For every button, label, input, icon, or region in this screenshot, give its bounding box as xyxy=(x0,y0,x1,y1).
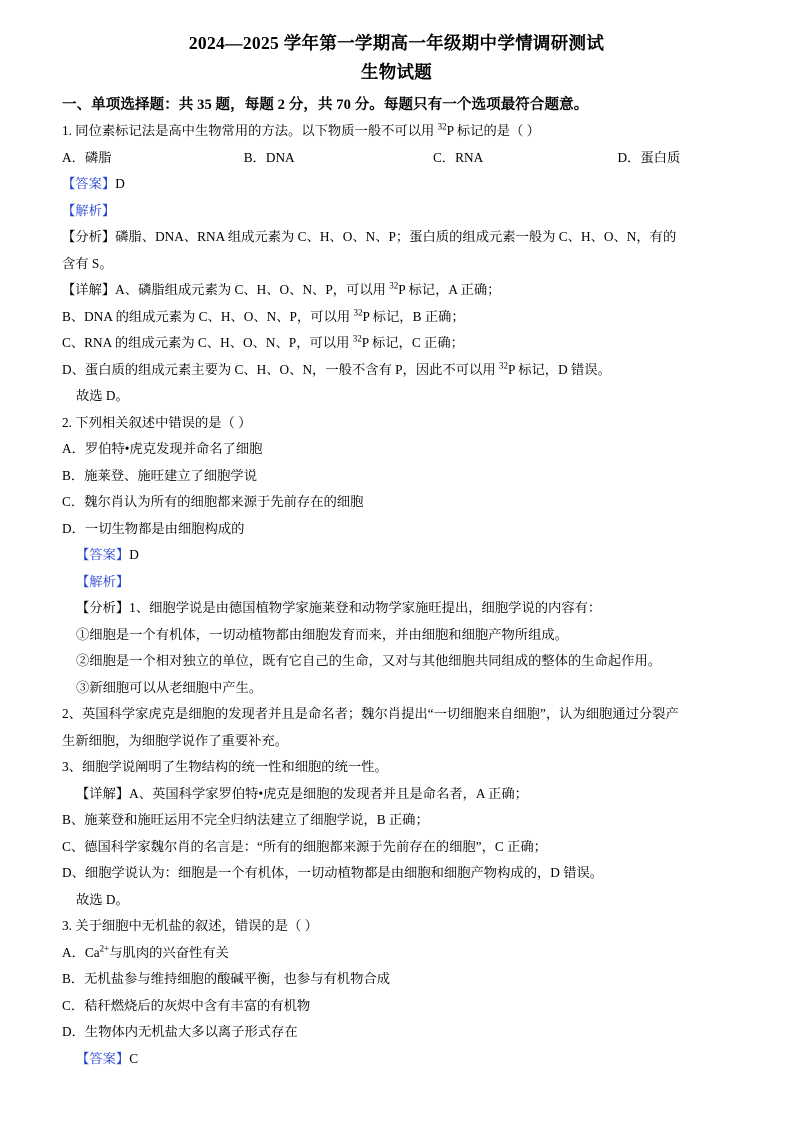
question-1-stem xyxy=(62,118,731,145)
question-2-analysis-4: ③新细胞可以从老细胞中产生。 xyxy=(76,679,263,695)
question-2-analysis-3: ②细胞是一个相对独立的单位，既有它自己的生命，又对与其他细胞共同组成的整体的生命起作用。 xyxy=(76,653,662,668)
question-1-stem-pre: 1. 同位素标记法是高中生物常用的方法。以下物质一般不可以用 xyxy=(62,123,438,138)
question-2-answer-row xyxy=(62,542,731,569)
question-2-analysis-5: 2、英国科学家虎克是细胞的发现者并且是命名者；魏尔肖提出“一切细胞来自细胞”，认为细胞通过分裂产 xyxy=(62,706,679,721)
question-3-option-a[interactable] xyxy=(62,940,731,967)
question-1-detail-2 xyxy=(62,304,731,331)
question-1-detail-2-post: P 标记，B 正确； xyxy=(362,308,465,324)
question-2-option-c[interactable]: C．魏尔肖认为所有的细胞都来源于先前存在的细胞 xyxy=(62,494,364,509)
question-2-option-b[interactable]: B．施莱登、施旺建立了细胞学说 xyxy=(62,467,258,483)
question-2-analysis-7: 3、细胞学说阐明了生物结构的统一性和细胞的统一性。 xyxy=(62,759,388,774)
question-1-option-a[interactable]: A．磷脂 xyxy=(62,149,112,165)
question-3-option-d[interactable]: D．生物体内无机盐大多以离子形式存在 xyxy=(62,1024,298,1039)
question-1-detail-4-sup: 32 xyxy=(498,360,508,371)
question-1-detail-4 xyxy=(62,357,731,384)
question-2-detail-3: C、德国科学家魏尔肖的名言是：“所有的细胞都来源于先前存在的细胞”，C 正确； xyxy=(62,838,547,854)
question-3-stem: 3. 关于细胞中无机盐的叙述，错误的是（ ） xyxy=(62,918,318,933)
question-1-stem-sup: 32 xyxy=(437,121,447,132)
question-2-option-a[interactable]: A．罗伯特•虎克发现并命名了细胞 xyxy=(62,441,263,456)
question-3-option-a-pre: A．Ca xyxy=(62,944,100,960)
question-1-detail-1 xyxy=(62,277,731,304)
answer-label: 【答案】 xyxy=(62,176,116,191)
question-2-detail-2: B、施莱登和施旺运用不完全归纳法建立了细胞学说，B 正确； xyxy=(62,812,429,827)
question-1-stem-post: P 标记的是（ ） xyxy=(446,123,540,138)
question-1-answer-value: D xyxy=(115,176,125,191)
question-3-option-a-post: 与肌肉的兴奋性有关 xyxy=(109,944,229,960)
question-1-conclusion: 故选 D。 xyxy=(76,388,129,403)
question-3-option-b[interactable]: B．无机盐参与维持细胞的酸碱平衡，也参与有机物合成 xyxy=(62,971,390,986)
question-1-detail-1-post: P 标记，A 正确； xyxy=(398,282,501,297)
question-2-conclusion: 故选 D。 xyxy=(76,891,129,907)
question-1-detail-4-post: P 标记，D 错误。 xyxy=(507,361,611,377)
question-1-detail-3-pre: C、RNA 的组成元素为 C、H、O、N、P，可以用 xyxy=(62,335,353,350)
question-2-option-d[interactable]: D．一切生物都是由细胞构成的 xyxy=(62,520,245,536)
question-1-analysis: 【分析】磷脂、DNA、RNA 组成元素为 C、H、O、N、P；蛋白质的组成元素一般为 C、H、O、N，有的 xyxy=(62,229,677,244)
question-1-detail-2-pre: B、DNA 的组成元素为 C、H、O、N、P，可以用 xyxy=(62,308,354,324)
question-2-stem: 2. 下列相关叙述中错误的是（ ） xyxy=(62,414,252,430)
question-2-analysis-1: 【分析】1、细胞学说是由德国植物学家施莱登和动物学家施旺提出，细胞学说的内容有： xyxy=(76,600,602,615)
question-1-detail-3 xyxy=(62,330,731,357)
page-title: 2024—2025 学年第一学期高一年级期中学情调研测试 xyxy=(188,33,605,53)
page-subtitle: 生物试题 xyxy=(360,62,433,82)
question-2-answer-value: D xyxy=(129,547,139,562)
question-1-option-d[interactable]: D．蛋白质 xyxy=(617,149,681,165)
question-2-analysis-6: 生新细胞，为细胞学说作了重要补充。 xyxy=(62,732,289,748)
question-1-detail-2-sup: 32 xyxy=(353,307,363,318)
question-2-explain-label: 【解析】 xyxy=(76,573,130,589)
question-1-option-c[interactable]: C．RNA xyxy=(432,149,484,165)
question-1-options xyxy=(62,145,731,172)
question-1-detail-3-sup: 32 xyxy=(352,333,362,344)
question-1-option-b[interactable]: B．DNA xyxy=(243,149,295,165)
section-heading: 一、单项选择题：共 35 题，每题 2 分，共 70 分。每题只有一个选项最符合题意。 xyxy=(62,97,589,113)
question-1-detail-1-sup: 32 xyxy=(389,280,399,291)
question-3-option-a-sup: 2+ xyxy=(99,943,110,954)
question-2-detail-4: D、细胞学说认为：细胞是一个有机体，一切动植物都是由细胞和细胞产物构成的，D 错误。 xyxy=(62,865,604,880)
question-1-detail-3-post: P 标记，C 正确； xyxy=(361,335,464,350)
question-1-analysis-cont: 含有 S。 xyxy=(62,255,113,271)
question-3-option-c[interactable]: C．秸秆燃烧后的灰烬中含有丰富的有机物 xyxy=(62,997,311,1013)
answer-label: 【答案】 xyxy=(76,1050,130,1066)
question-1-explain-label: 【解析】 xyxy=(62,202,116,218)
question-3-answer-value: C xyxy=(129,1050,139,1066)
question-2-analysis-2: ①细胞是一个有机体，一切动植物都由细胞发育而来，并由细胞和细胞产物所组成。 xyxy=(76,626,568,642)
question-1-detail-1-pre: 【详解】A、磷脂组成元素为 C、H、O、N、P，可以用 xyxy=(62,282,390,297)
question-1-detail-4-pre: D、蛋白质的组成元素主要为 C、H、O、N，一般不含有 P，因此不可以用 xyxy=(62,361,499,377)
question-1-answer-row xyxy=(62,171,731,198)
answer-label: 【答案】 xyxy=(76,547,130,562)
question-3-answer-row xyxy=(62,1046,731,1073)
question-2-detail-1: 【详解】A、英国科学家罗伯特•虎克是细胞的发现者并且是命名者，A 正确； xyxy=(76,785,528,801)
